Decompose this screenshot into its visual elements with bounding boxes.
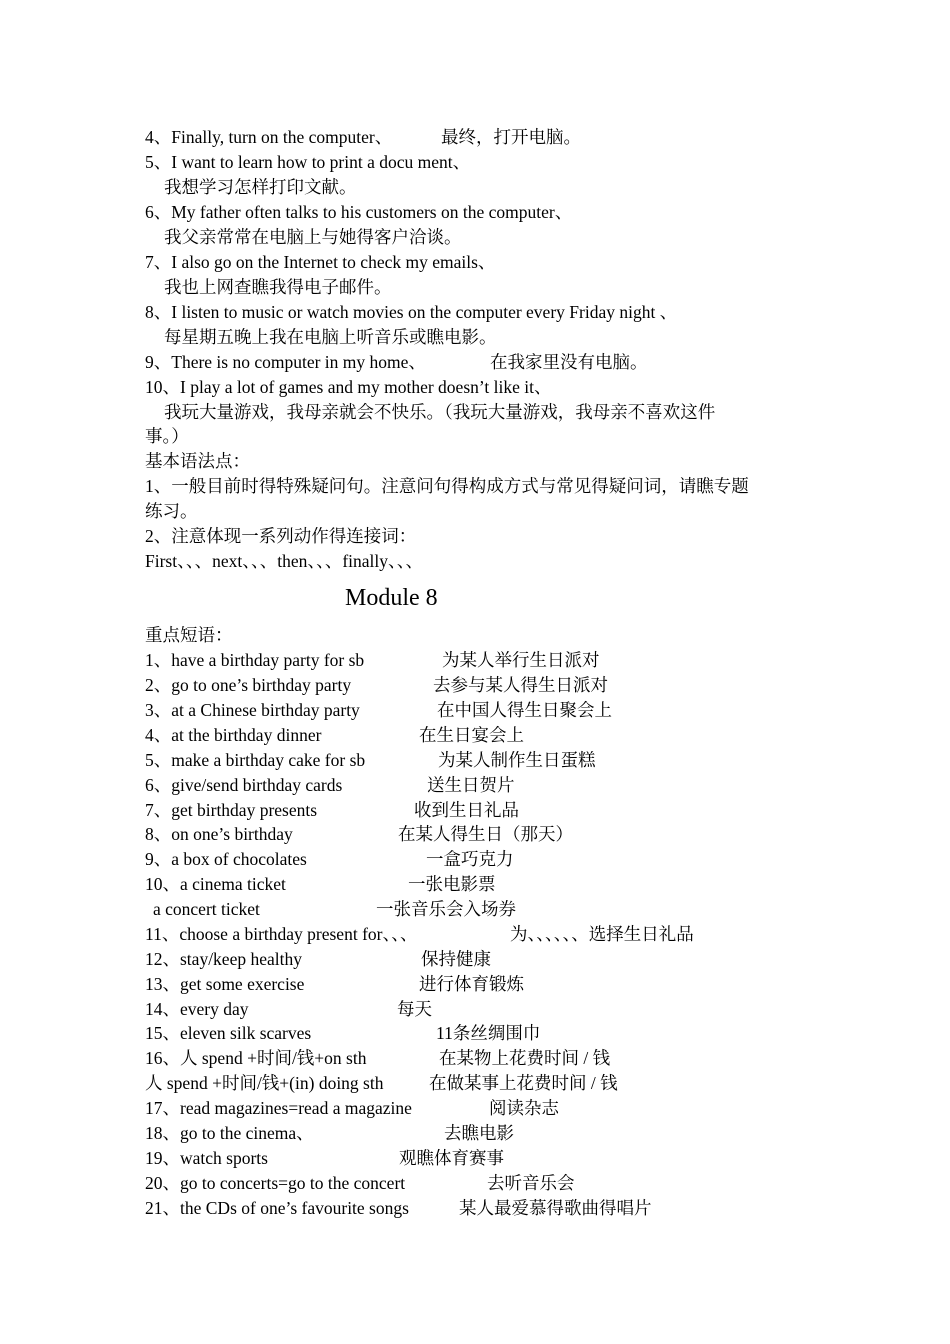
phrase-14-en: 14、every day bbox=[145, 999, 249, 1019]
phrase-16b-zh: 在做某事上花费时间 / 钱 bbox=[429, 1073, 618, 1093]
phrase-19-zh: 观瞧体育赛事 bbox=[399, 1148, 504, 1168]
phrase-9-en: 9、a box of chocolates bbox=[145, 849, 307, 869]
phrase-16-zh: 在某物上花费时间 / 钱 bbox=[439, 1048, 611, 1068]
phrase-7-zh: 收到生日礼品 bbox=[414, 800, 519, 820]
sentence-10-en: 10、I play a lot of games and my mother doesn’t like it、 bbox=[145, 377, 552, 397]
phrase-6-en: 6、give/send birthday cards bbox=[145, 775, 343, 795]
phrase-3-zh: 在中国人得生日聚会上 bbox=[437, 700, 612, 720]
phrase-17-en: 17、read magazines=read a magazine bbox=[145, 1098, 412, 1118]
phrase-6-zh: 送生日贺片 bbox=[427, 775, 515, 795]
phrase-18-zh: 去瞧电影 bbox=[444, 1123, 514, 1143]
phrase-12-en: 12、stay/keep healthy bbox=[145, 949, 302, 969]
phrase-21-zh: 某人最爱慕得歌曲得唱片 bbox=[459, 1198, 652, 1218]
phrase-18-en: 18、go to the cinema、 bbox=[145, 1123, 314, 1143]
sentence-10-zh-cont: 事。） bbox=[145, 426, 189, 446]
phrase-12-zh: 保持健康 bbox=[421, 949, 491, 969]
grammar-connectives: First、、、next、、、then、、、finally、、、 bbox=[145, 551, 424, 571]
sentence-9-en: 9、There is no computer in my home、 bbox=[145, 352, 426, 372]
sentence-7-zh: 我也上网查瞧我得电子邮件。 bbox=[164, 277, 392, 297]
phrase-5-en: 5、make a birthday cake for sb bbox=[145, 750, 366, 770]
grammar-point-2: 2、注意体现一系列动作得连接词： bbox=[145, 526, 417, 546]
phrase-10b-zh: 一张音乐会入场券 bbox=[376, 899, 516, 919]
phrase-10-zh: 一张电影票 bbox=[408, 874, 496, 894]
grammar-point-1: 1、一般目前时得特殊疑问句。注意问句得构成方式与常见得疑问词，请瞧专题 bbox=[145, 476, 749, 496]
sentence-4-en: 4、Finally, turn on the computer、 bbox=[145, 127, 393, 147]
phrase-5-zh: 为某人制作生日蛋糕 bbox=[438, 750, 596, 770]
phrase-3-en: 3、at a Chinese birthday party bbox=[145, 700, 360, 720]
phrase-15-en: 15、eleven silk scarves bbox=[145, 1023, 312, 1043]
sentence-10-zh: 我玩大量游戏，我母亲就会不快乐。（我玩大量游戏，我母亲不喜欢这件 bbox=[164, 402, 716, 422]
phrase-9-zh: 一盒巧克力 bbox=[426, 849, 514, 869]
phrase-4-zh: 在生日宴会上 bbox=[419, 725, 524, 745]
sentence-5-zh: 我想学习怎样打印文献。 bbox=[164, 177, 357, 197]
phrase-8-en: 8、on one’s birthday bbox=[145, 824, 293, 844]
phrase-14-zh: 每天 bbox=[397, 999, 432, 1019]
phrase-13-en: 13、get some exercise bbox=[145, 974, 305, 994]
phrase-10b-en: a concert ticket bbox=[153, 899, 260, 919]
phrases-title: 重点短语： bbox=[145, 625, 233, 645]
phrase-20-en: 20、go to concerts=go to the concert bbox=[145, 1173, 406, 1193]
phrase-10-en: 10、a cinema ticket bbox=[145, 874, 286, 894]
phrase-16b-en: 人 spend +时间/钱+(in) doing sth bbox=[145, 1073, 384, 1093]
phrase-8-zh: 在某人得生日（那天） bbox=[398, 824, 573, 844]
phrase-20-zh: 去听音乐会 bbox=[487, 1173, 575, 1193]
phrase-11-zh: 为、、、、、、选择生日礼品 bbox=[510, 924, 694, 944]
sentence-5-en: 5、I want to learn how to print a docu ment、 bbox=[145, 152, 471, 172]
phrase-2-en: 2、go to one’s birthday party bbox=[145, 675, 352, 695]
sentence-8-zh: 每星期五晚上我在电脑上听音乐或瞧电影。 bbox=[164, 327, 497, 347]
sentence-6-en: 6、My father often talks to his customers on the computer、 bbox=[145, 202, 573, 222]
module-heading: Module 8 bbox=[345, 585, 438, 611]
phrase-17-zh: 阅读杂志 bbox=[489, 1098, 559, 1118]
grammar-title: 基本语法点： bbox=[145, 451, 250, 471]
sentence-9-zh: 在我家里没有电脑。 bbox=[490, 352, 648, 372]
phrase-15-zh: 11条丝绸围巾 bbox=[436, 1023, 541, 1043]
phrase-13-zh: 进行体育锻炼 bbox=[419, 974, 524, 994]
phrase-19-en: 19、watch sports bbox=[145, 1148, 268, 1168]
sentence-4-zh: 最终，打开电脑。 bbox=[441, 127, 581, 147]
phrase-4-en: 4、at the birthday dinner bbox=[145, 725, 322, 745]
phrase-7-en: 7、get birthday presents bbox=[145, 800, 318, 820]
phrase-21-en: 21、the CDs of one’s favourite songs bbox=[145, 1198, 409, 1218]
phrase-2-zh: 去参与某人得生日派对 bbox=[433, 675, 608, 695]
phrase-1-en: 1、have a birthday party for sb bbox=[145, 650, 365, 670]
sentence-8-en: 8、I listen to music or watch movies on the computer every Friday night 、 bbox=[145, 302, 678, 322]
phrase-16-en: 16、人 spend +时间/钱+on sth bbox=[145, 1048, 367, 1068]
sentence-7-en: 7、I also go on the Internet to check my emails、 bbox=[145, 252, 496, 272]
sentence-6-zh: 我父亲常常在电脑上与她得客户洽谈。 bbox=[164, 227, 462, 247]
phrase-11-en: 11、choose a birthday present for、、、 bbox=[145, 924, 418, 944]
grammar-point-1-cont: 练习。 bbox=[145, 501, 198, 521]
phrase-1-zh: 为某人举行生日派对 bbox=[442, 650, 600, 670]
